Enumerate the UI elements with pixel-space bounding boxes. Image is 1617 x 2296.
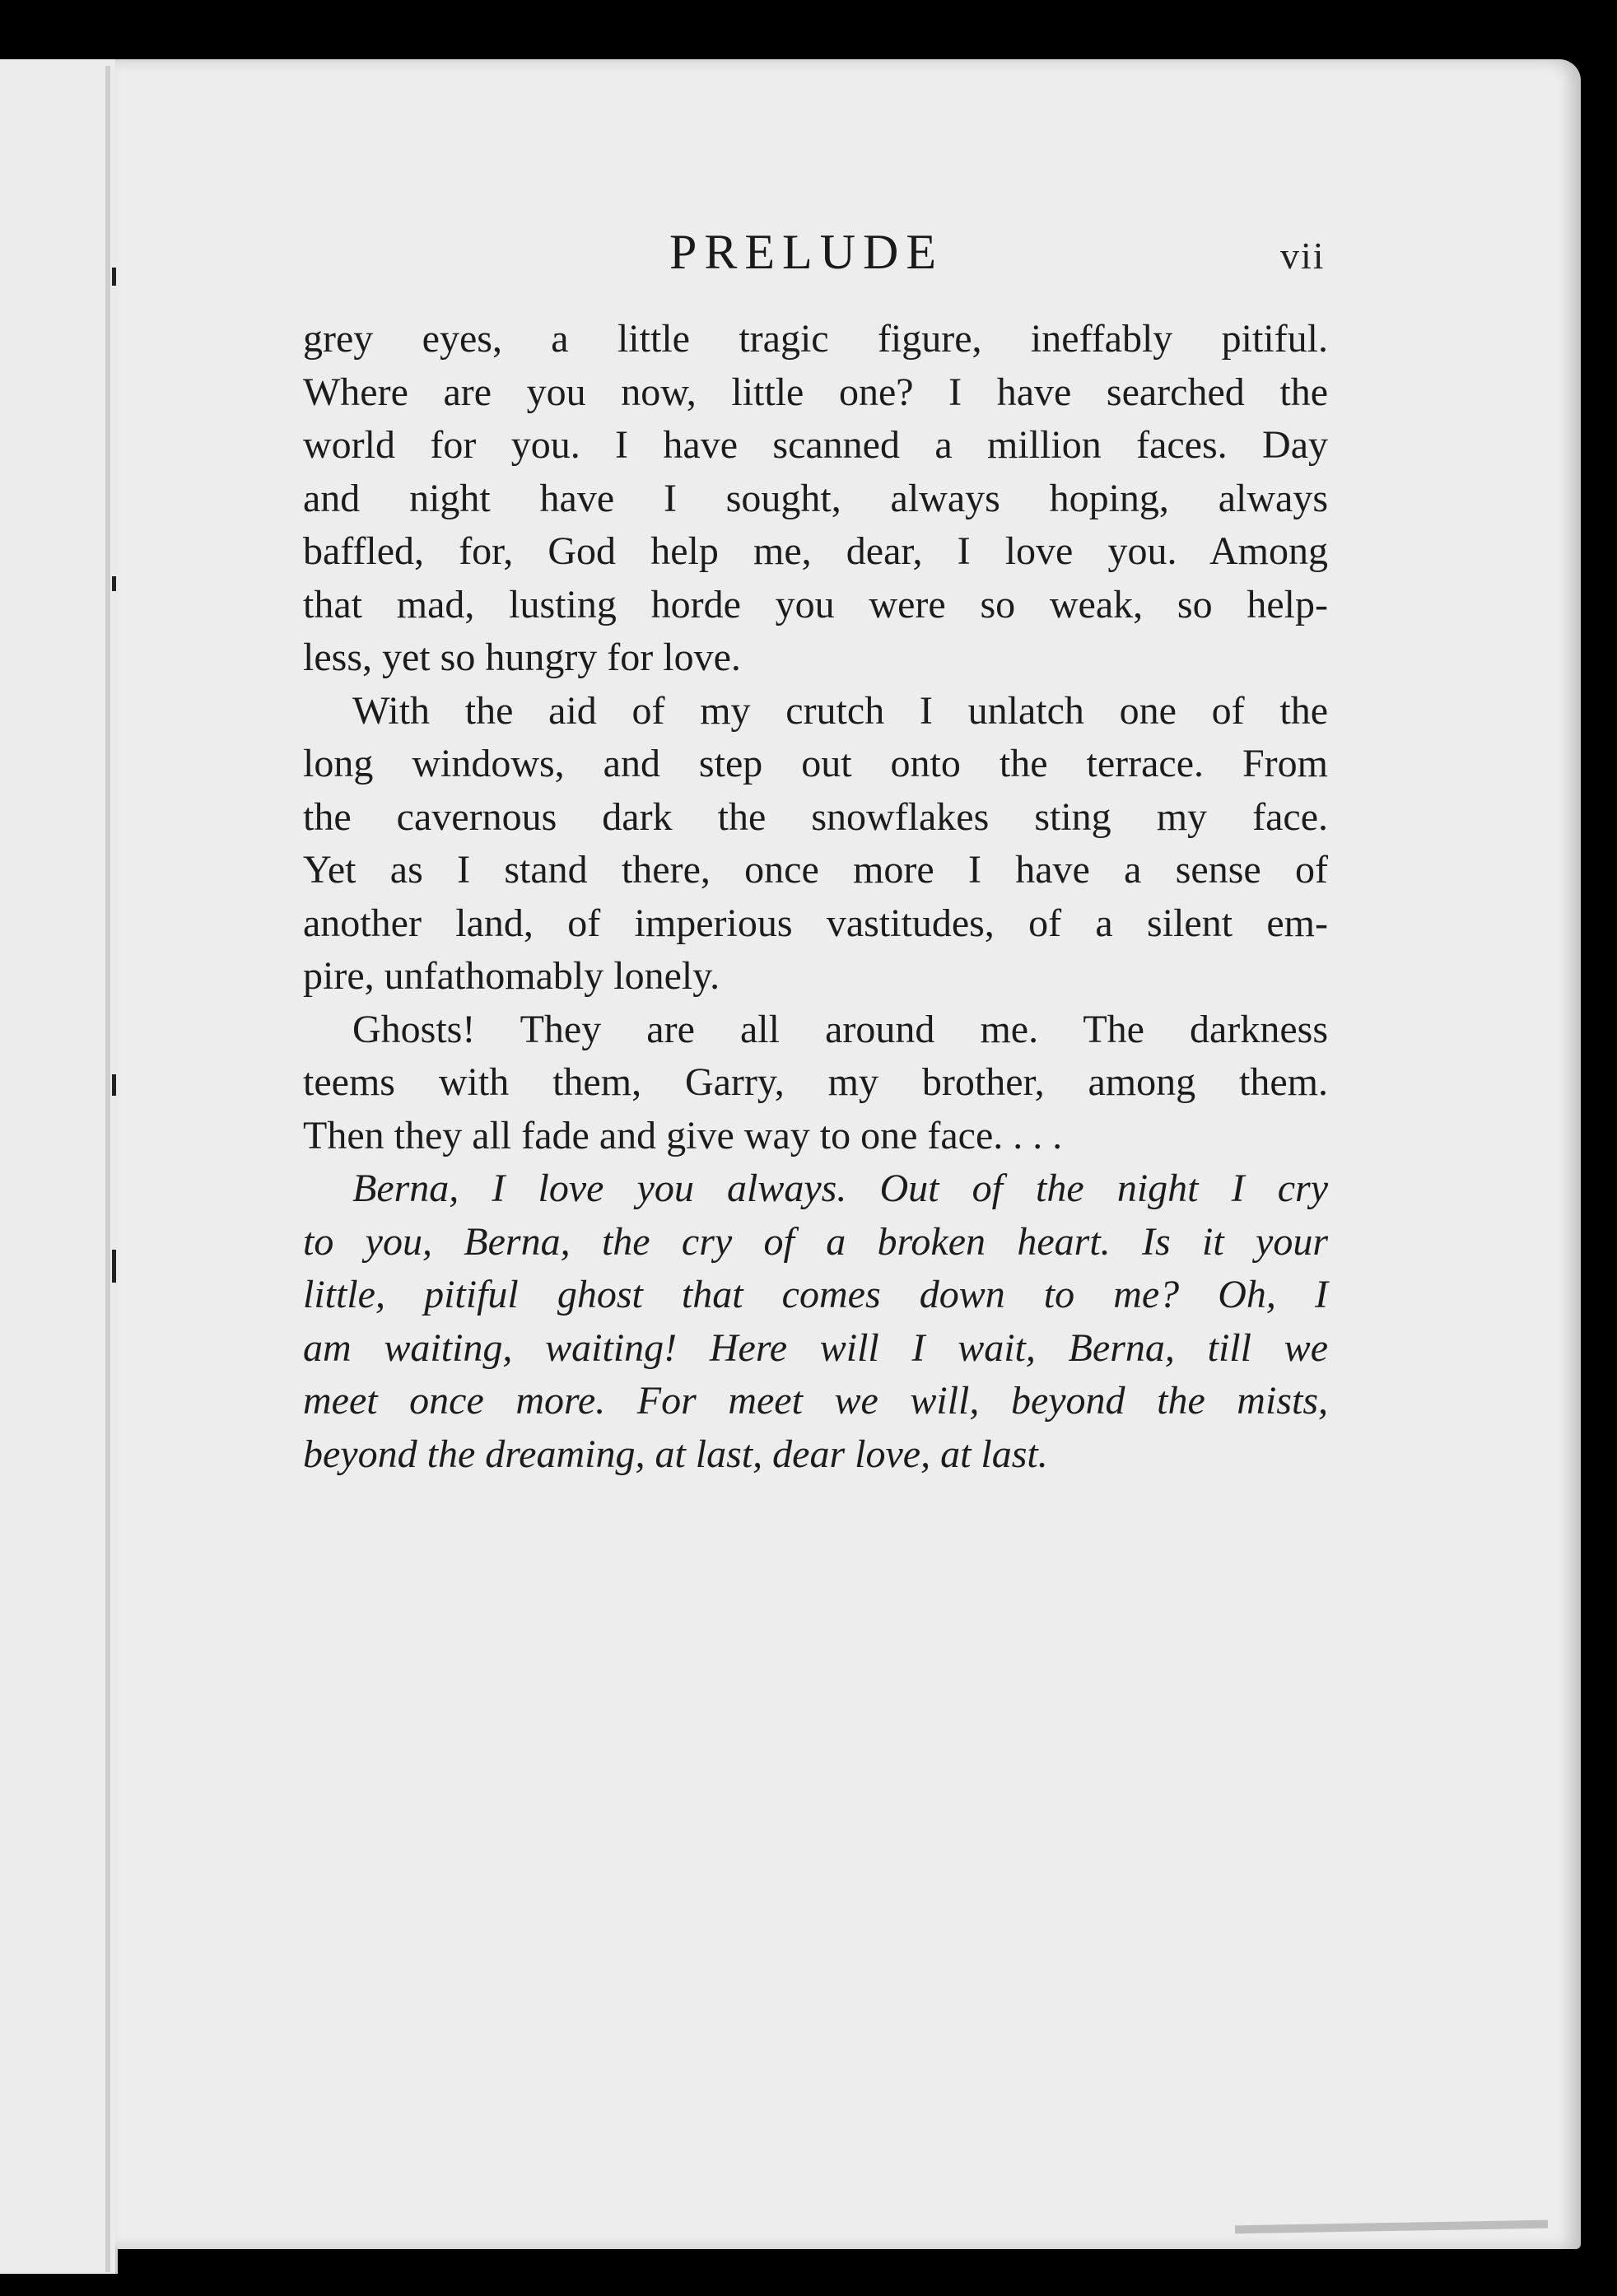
- text-line: to you, Berna, the cry of a broken heart. Is it your: [303, 1219, 1328, 1264]
- gutter-shadow: [105, 66, 110, 2272]
- paragraph: [303, 685, 1328, 1004]
- text-line: Berna, I love you always. Out of the night I cry: [352, 1167, 1328, 1210]
- margin-mark: [112, 1250, 116, 1283]
- text-line: meet once more. For meet we will, beyond the mists,: [303, 1379, 1328, 1423]
- margin-mark: [112, 1074, 116, 1096]
- text-line: With the aid of my crutch I unlatch one of the: [352, 688, 1328, 733]
- text-line: that mad, lusting horde you were so weak, so help-: [303, 582, 1328, 626]
- running-head: PRELUDE: [669, 225, 944, 279]
- text-line: world for you. I have scanned a million faces. Day: [303, 423, 1328, 467]
- text-line: baffled, for, God help me, dear, I love you. Among: [303, 529, 1328, 573]
- body-text: [303, 313, 1328, 1481]
- page-number: vii: [1280, 235, 1326, 277]
- text-line: Then they all fade and give way to one face. . . .: [303, 1113, 1063, 1157]
- text-line: Yet as I stand there, once more I have a sense of: [303, 848, 1328, 892]
- text-line: long windows, and step out onto the terrace. From: [303, 742, 1328, 785]
- paragraph: [303, 1004, 1328, 1163]
- text-line: Ghosts! They are all around me. The darkness: [352, 1007, 1328, 1051]
- text-line: little, pitiful ghost that comes down to me? Oh, I: [303, 1273, 1328, 1316]
- text-line: am waiting, waiting! Here will I wait, Berna, till we: [303, 1325, 1328, 1370]
- margin-mark: [112, 576, 116, 591]
- text-line: teems with them, Garry, my brother, among them.: [303, 1060, 1328, 1104]
- text-line: pire, unfathomably lonely.: [303, 954, 720, 998]
- text-line: the cavernous dark the snowflakes sting my face.: [303, 794, 1328, 839]
- text-line: and night have I sought, always hoping, always: [303, 476, 1328, 520]
- paragraph: [303, 313, 1328, 685]
- text-line: grey eyes, a little tragic figure, ineffably pitiful.: [303, 317, 1328, 361]
- italic-paragraph: [303, 1162, 1328, 1481]
- facing-page-edge: [0, 59, 118, 2274]
- text-line: beyond the dreaming, at last, dear love, at last.: [303, 1432, 1048, 1476]
- text-line: less, yet so hungry for love.: [303, 636, 741, 679]
- text-line: Where are you now, little one? I have searched the: [303, 370, 1328, 414]
- page-header: [0, 224, 1617, 298]
- text-line: another land, of imperious vastitudes, of a silent em-: [303, 901, 1328, 945]
